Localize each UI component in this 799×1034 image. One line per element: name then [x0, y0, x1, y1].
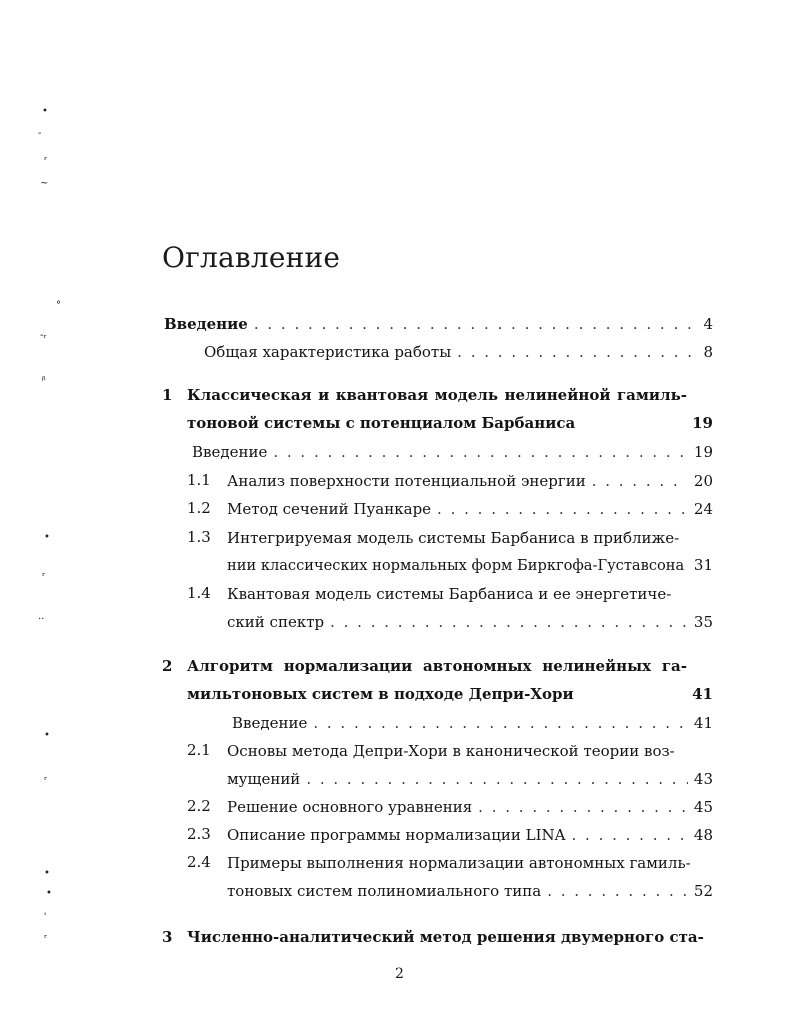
- toc-entry-section[interactable]: [227, 797, 713, 817]
- toc-entry-label: Описание программы нормализации LINA: [227, 826, 566, 844]
- toc-entry-label: Решение основного уравнения: [227, 798, 473, 816]
- toc-entry-section-line[interactable]: нии классических нормальных форм Биркгофа-Густавсона: [227, 557, 685, 574]
- scan-speck: ᵦ: [42, 372, 46, 383]
- section-number: 2.1: [187, 741, 211, 759]
- chapter-number: 2: [162, 657, 173, 675]
- toc-entry-section[interactable]: [227, 881, 713, 901]
- chapter-title-line[interactable]: мильтоновых систем в подходе Депри-Хори: [187, 685, 574, 703]
- chapter-title-line[interactable]: Численно-аналитический метод решения двумерного ста-: [187, 928, 704, 946]
- leader-dots: [437, 499, 688, 519]
- toc-entry-chapter-intro[interactable]: [192, 442, 713, 462]
- scan-speck: ··: [38, 614, 45, 625]
- toc-entry-section[interactable]: [227, 612, 713, 632]
- leader-dots: [254, 314, 698, 334]
- toc-entry-section-line[interactable]: Квантовая модель системы Барбаниса и ее энергетиче-: [227, 585, 672, 603]
- leader-dots: [273, 442, 688, 462]
- toc-entry-general[interactable]: [204, 342, 713, 362]
- scan-speck: °: [56, 300, 61, 311]
- chapter-page: 19: [692, 414, 713, 432]
- leader-dots: [547, 881, 688, 901]
- leader-dots: [592, 471, 688, 491]
- toc-entry-label: ский спектр: [227, 613, 325, 631]
- toc-entry-section-line[interactable]: Основы метода Депри-Хори в канонической теории воз-: [227, 742, 675, 760]
- toc-entry-section-line[interactable]: Интегрируемая модель системы Барбаниса в приближе-: [227, 529, 680, 547]
- scan-speck: •: [44, 532, 50, 543]
- scan-speck: ᵣ: [44, 772, 48, 783]
- toc-entry-label: Введение: [192, 443, 268, 461]
- section-number: 2.4: [187, 853, 211, 871]
- chapter-number: 3: [162, 928, 173, 946]
- toc-entry-section[interactable]: [227, 471, 713, 491]
- chapter-title-line[interactable]: тоновой системы с потенциалом Барбаниса: [187, 414, 576, 432]
- toc-entry-label: Введение: [232, 714, 308, 732]
- toc-entry-page: 4: [703, 315, 713, 333]
- toc-entry-page: 35: [693, 613, 713, 631]
- toc-entry-page: 8: [703, 343, 713, 361]
- toc-entry-label: мущений: [227, 770, 301, 788]
- toc-entry-label: Метод сечений Пуанкаре: [227, 500, 432, 518]
- section-number: 2.2: [187, 797, 211, 815]
- toc-entry-intro[interactable]: [164, 314, 713, 334]
- toc-entry-page: 24: [693, 500, 713, 518]
- scan-speck: ᵣ: [44, 930, 48, 941]
- section-number: 1.4: [187, 584, 211, 602]
- toc-entry-section-line[interactable]: Примеры выполнения нормализации автономных гамиль-: [227, 854, 691, 872]
- toc-entry-chapter-intro[interactable]: [232, 713, 713, 733]
- scan-speck: •: [46, 888, 52, 899]
- section-number: 1.2: [187, 499, 211, 517]
- chapter-title-line[interactable]: Алгоритм нормализации автономных нелинейных га-: [187, 657, 687, 675]
- leader-dots: [306, 769, 688, 789]
- scan-speck: ᵣ: [42, 568, 46, 579]
- toc-entry-label: тоновых систем полиномиального типа: [227, 882, 542, 900]
- toc-title: Оглавление: [162, 240, 341, 274]
- leader-dots: [330, 612, 688, 632]
- leader-dots: [457, 342, 697, 362]
- leader-dots: [478, 797, 688, 817]
- toc-entry-page: 31: [693, 556, 713, 574]
- section-number: 1.1: [187, 471, 211, 489]
- chapter-page: 41: [692, 685, 713, 703]
- toc-entry-page: 52: [693, 882, 713, 900]
- toc-entry-page: 20: [693, 472, 713, 490]
- scan-speck: •: [44, 730, 50, 741]
- scan-speck: ʾ: [44, 912, 48, 923]
- toc-entry-page: 43: [693, 770, 713, 788]
- toc-entry-section[interactable]: [227, 825, 713, 845]
- toc-entry-page: 48: [693, 826, 713, 844]
- scan-speck: •: [42, 106, 48, 117]
- chapter-title-line[interactable]: Классическая и квантовая модель нелинейной гамиль-: [187, 386, 687, 404]
- leader-dots: [313, 713, 688, 733]
- toc-entry-label: Введение: [164, 315, 248, 333]
- toc-entry-section[interactable]: [227, 499, 713, 519]
- toc-entry-page: 19: [693, 443, 713, 461]
- toc-entry-label: Анализ поверхности потенциальной энергии: [227, 472, 586, 490]
- scan-speck: -: [38, 128, 42, 139]
- toc-entry-label: Общая характеристика работы: [204, 343, 452, 361]
- scan-speck: ~: [40, 178, 49, 189]
- section-number: 2.3: [187, 825, 211, 843]
- section-number: 1.3: [187, 528, 211, 546]
- toc-entry-page: 41: [693, 714, 713, 732]
- chapter-number: 1: [162, 386, 173, 404]
- page-number: 2: [395, 966, 404, 982]
- toc-entry-page: 45: [693, 798, 713, 816]
- toc-entry-section[interactable]: [227, 769, 713, 789]
- scan-speck: ᵣ: [44, 152, 48, 163]
- scan-speck: -ᵣ: [40, 330, 47, 341]
- leader-dots: [572, 825, 688, 845]
- scan-speck: •: [44, 868, 50, 879]
